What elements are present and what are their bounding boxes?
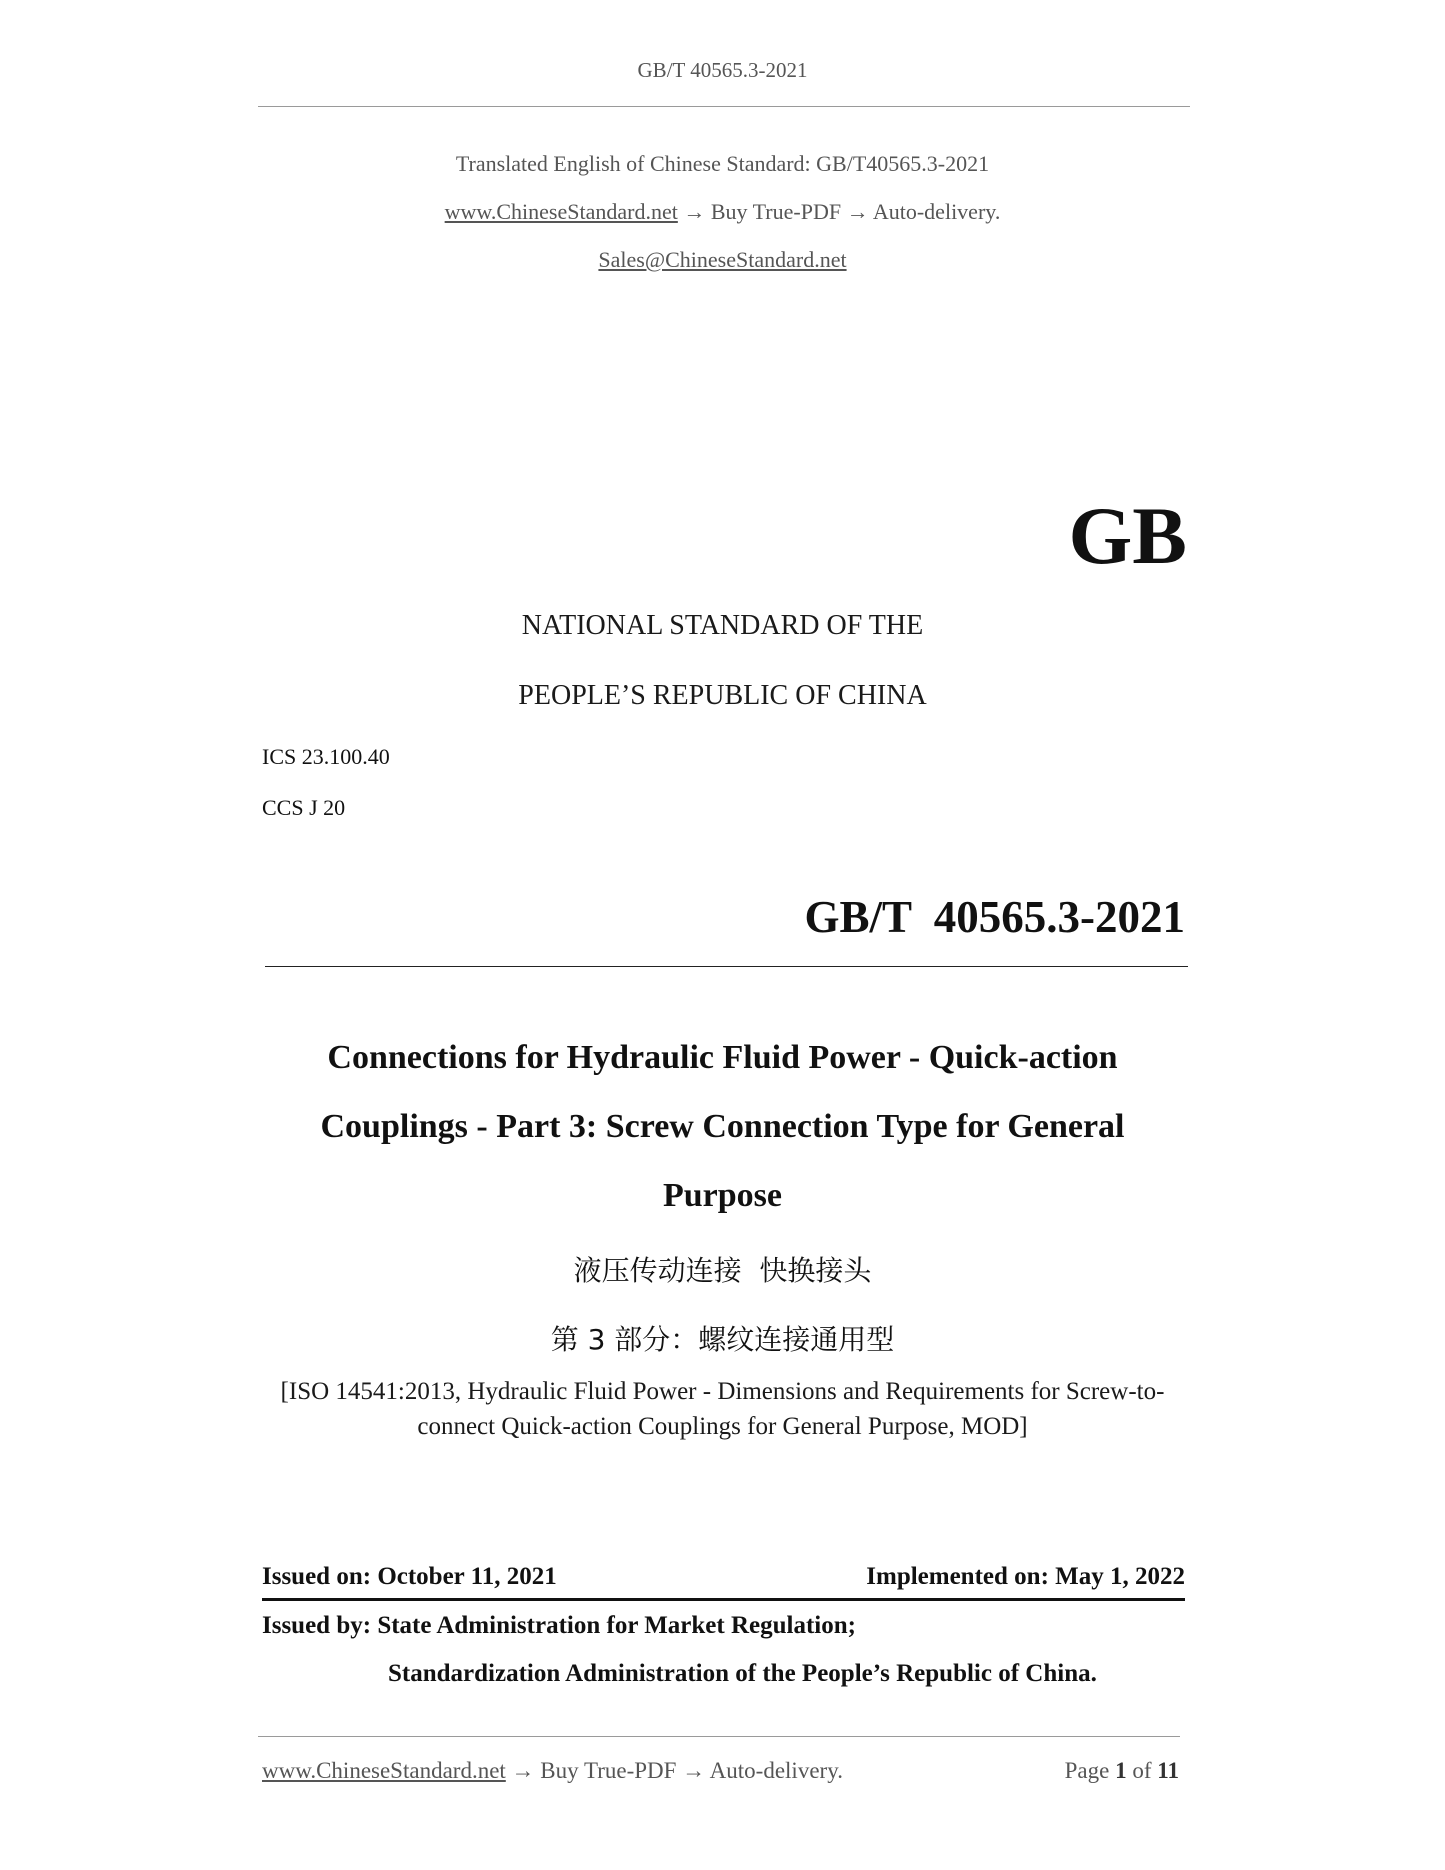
dates-divider [262, 1598, 1185, 1601]
email-link[interactable]: Sales@ChineseStandard.net [598, 247, 847, 272]
promo-email-line [0, 247, 1445, 273]
iso-reference-note: [ISO 14541:2013, Hydraulic Fluid Power - Dimensions and Requirements for Screw-to-connect Quick-action Couplings for General Purpose, MOD] [280, 1378, 1165, 1440]
footer-buy-line [262, 1758, 843, 1784]
site-link[interactable]: www.ChineseStandard.net [444, 199, 678, 224]
page-total: 11 [1157, 1758, 1179, 1783]
document-title-line: Couplings - Part 3: Screw Connection Type for General [320, 1108, 1125, 1145]
footer-site-link[interactable]: www.ChineseStandard.net [262, 1758, 506, 1783]
ccs-code: CCS J 20 [262, 795, 346, 820]
arrow-right-icon: → [511, 1758, 535, 1783]
national-standard-heading-2: PEOPLE’S REPUBLIC OF CHINA [518, 680, 927, 711]
buy-label: Buy True-PDF [710, 199, 842, 224]
implemented-on-date: Implemented on: May 1, 2022 [866, 1563, 1185, 1590]
promo-buy-line [0, 199, 1445, 225]
chinese-title-subline: 第 3 部分：螺纹连接通用型 [550, 1323, 895, 1356]
issued-by: Issued by: State Administration for Market Regulation; [262, 1612, 856, 1639]
page-of-label: of [1132, 1758, 1152, 1783]
footer-buy-label: Buy True-PDF [540, 1758, 677, 1783]
gb-logo-mark: GB [1068, 490, 1187, 581]
arrow-right-icon: → [682, 1758, 706, 1783]
header-title: GB/T 40565.3-2021 [637, 58, 808, 82]
issued-on-date: Issued on: October 11, 2021 [262, 1563, 557, 1590]
arrow-right-icon: → [683, 199, 706, 224]
issued-by-second-authority: Standardization Administration of the People’s Republic of China. [388, 1660, 1097, 1687]
promo-translation-line: Translated English of Chinese Standard: GB/T40565.3-2021 [455, 151, 990, 176]
chinese-title-line [0, 1249, 1445, 1289]
chinese-title-text: 液压传动连接 快换接头 [573, 1254, 872, 1287]
header-divider [258, 106, 1190, 107]
page-indicator [1065, 1758, 1179, 1784]
standard-number-divider [265, 966, 1188, 967]
document-title-line: Connections for Hydraulic Fluid Power - Quick-action [327, 1039, 1118, 1076]
footer-delivery-label: Auto-delivery. [709, 1758, 843, 1783]
delivery-label: Auto-delivery. [872, 199, 1001, 224]
document-title-line: Purpose [663, 1177, 782, 1214]
standard-number [804, 892, 1185, 942]
standard-number-text: GB/T 40565.3-2021 [804, 892, 1185, 942]
page-label: Page [1064, 1758, 1110, 1783]
footer-divider [258, 1736, 1180, 1737]
arrow-right-icon: → [846, 199, 869, 224]
national-standard-heading-1: NATIONAL STANDARD OF THE [521, 610, 924, 641]
page-current: 1 [1115, 1758, 1127, 1783]
ics-code: ICS 23.100.40 [262, 744, 390, 769]
